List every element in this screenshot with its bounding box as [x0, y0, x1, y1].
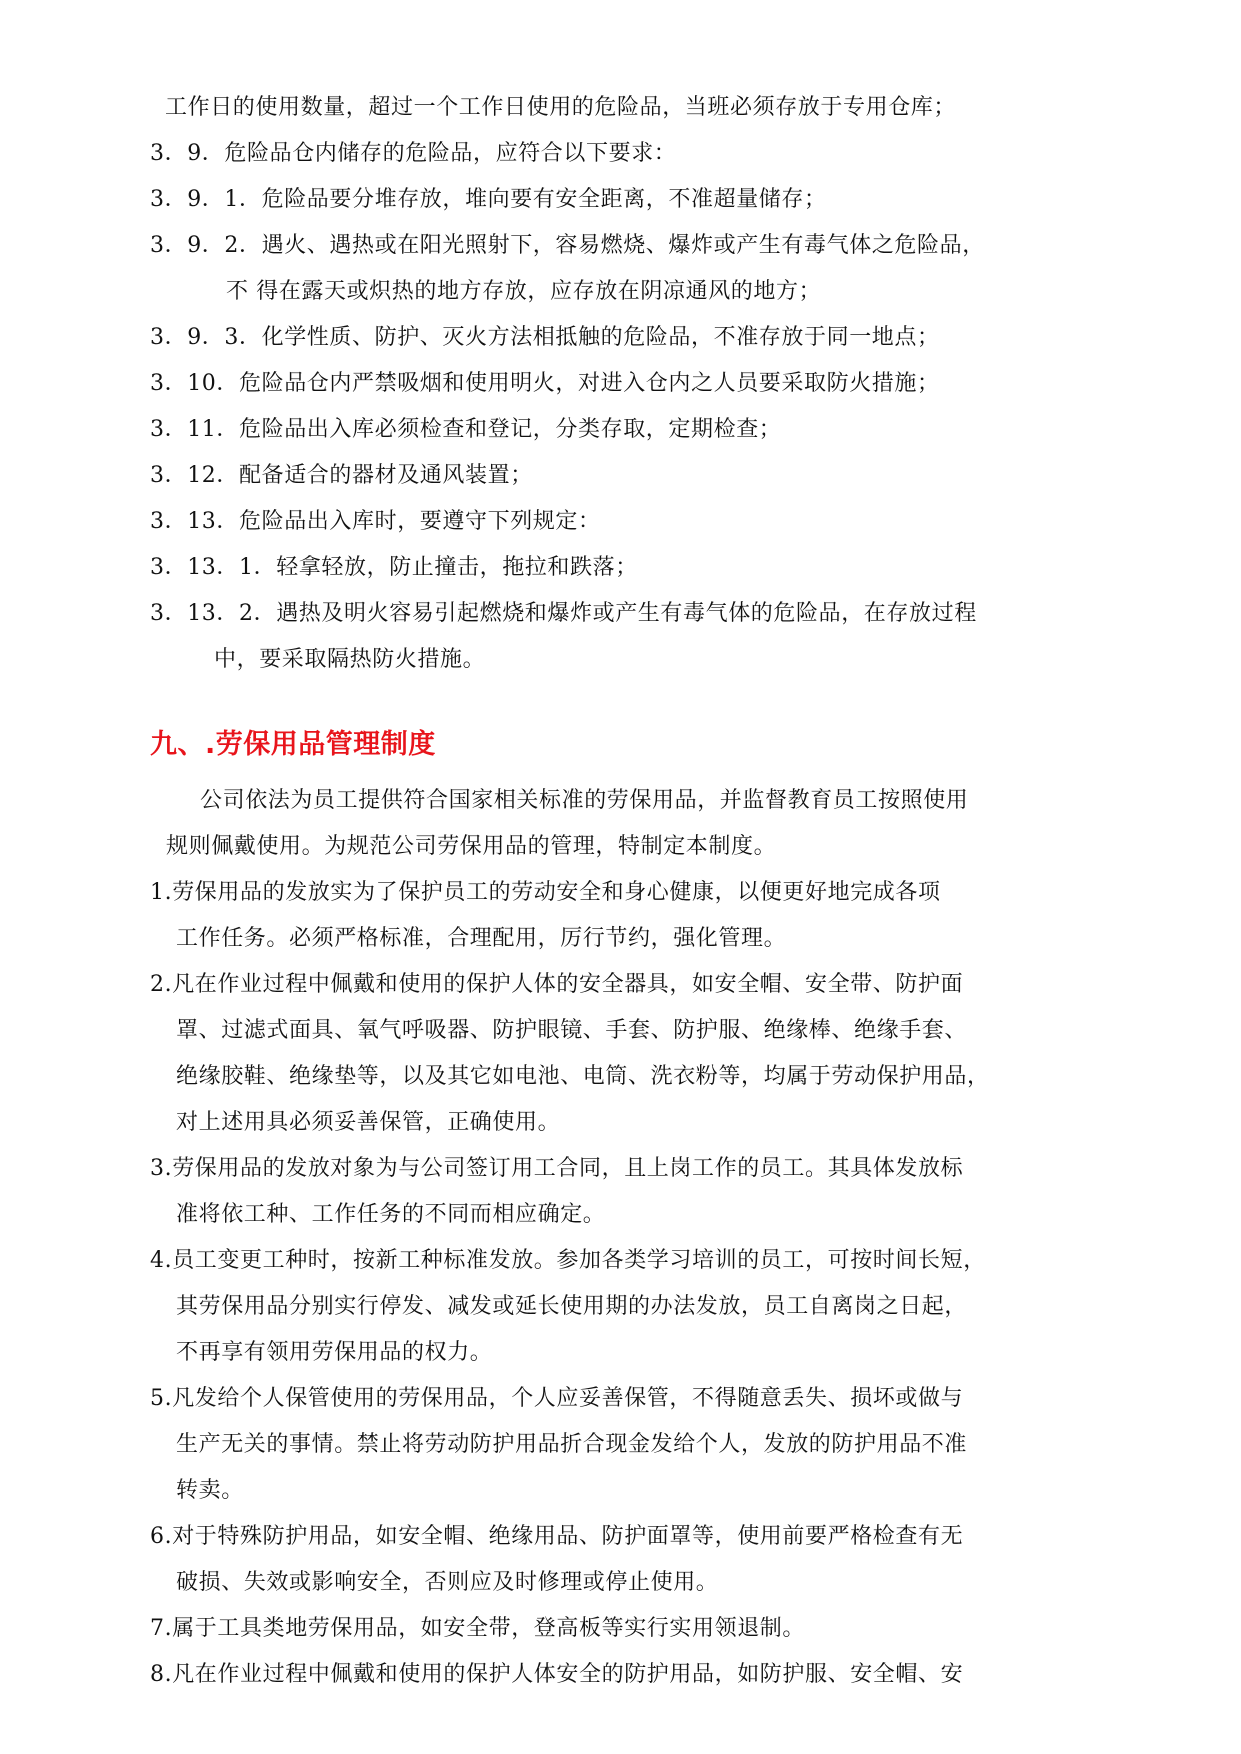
text-line: 5.凡发给个人保管使用的劳保用品，个人应妥善保管，不得随意丢失、损坏或做与: [150, 1386, 964, 1411]
text-line: 2.凡在作业过程中佩戴和使用的保护人体的安全器具，如安全帽、安全带、防护面: [150, 972, 964, 997]
section-heading: 九、.劳保用品管理制度: [150, 729, 436, 760]
text-line: 破损、失效或影响安全，否则应及时修理或停止使用。: [176, 1570, 719, 1595]
text-line: 8.凡在作业过程中佩戴和使用的保护人体安全的防护用品，如防护服、安全帽、安: [150, 1662, 964, 1687]
text-line: 7.属于工具类地劳保用品，如安全带，登高板等实行实用领退制。: [150, 1616, 805, 1641]
text-line: 对上述用具必须妥善保管，正确使用。: [176, 1110, 561, 1135]
text-line: 生产无关的事情。禁止将劳动防护用品折合现金发给个人，发放的防护用品不准: [176, 1432, 968, 1457]
text-line: 3．12．配备适合的器材及通风装置；: [150, 463, 533, 488]
text-line: 4.员工变更工种时，按新工种标准发放。参加各类学习培训的员工，可按时间长短，: [150, 1248, 986, 1273]
text-line: 3．13．1．轻拿轻放，防止撞击，拖拉和跌落；: [150, 555, 638, 580]
text-line: 6.对于特殊防护用品，如安全帽、绝缘用品、防护面罩等，使用前要严格检查有无: [150, 1524, 964, 1549]
text-line: 中，要采取隔热防火措施。: [214, 647, 486, 672]
text-line: 工作日的使用数量，超过一个工作日使用的危险品，当班必须存放于专用仓库；: [165, 95, 957, 120]
text-line: 工作任务。必须严格标准，合理配用，厉行节约，强化管理。: [176, 926, 787, 951]
text-line: 3.劳保用品的发放对象为与公司签订用工合同，且上岗工作的员工。其具体发放标: [150, 1156, 964, 1181]
text-line: 3．9．危险品仓内储存的危险品，应符合以下要求：: [150, 141, 677, 166]
text-line: 3．13．2．遇热及明火容易引起燃烧和爆炸或产生有毒气体的危险品，在存放过程: [150, 601, 977, 626]
text-line: 准将依工种、工作任务的不同而相应确定。: [176, 1202, 606, 1227]
text-line: 3．11．危险品出入库必须检查和登记，分类存取，定期检查；: [150, 417, 782, 442]
text-line: 规则佩戴使用。为规范公司劳保用品的管理，特制定本制度。: [166, 834, 777, 859]
text-line: 绝缘胶鞋、绝缘垫等，以及其它如电池、电筒、洗衣粉等，均属于劳动保护用品，: [176, 1064, 990, 1089]
text-line: 不 得在露天或炽热的地方存放，应存放在阴凉通风的地方；: [226, 279, 822, 304]
text-line: 3．13．危险品出入库时，要遵守下列规定：: [150, 509, 601, 534]
text-line: 3．9．3．化学性质、防护、灭火方法相抵触的危险品，不准存放于同一地点；: [150, 325, 940, 350]
text-line: 不再享有领用劳保用品的权力。: [176, 1340, 493, 1365]
text-line: 3．10．危险品仓内严禁吸烟和使用明火，对进入仓内之人员要采取防火措施；: [150, 371, 940, 396]
text-line: 1.劳保用品的发放实为了保护员工的劳动安全和身心健康，以便更好地完成各项: [150, 880, 941, 905]
text-line: 其劳保用品分别实行停发、减发或延长使用期的办法发放，员工自离岗之日起，: [176, 1294, 968, 1319]
text-line: 3．9．1．危险品要分堆存放，堆向要有安全距离，不准超量储存；: [150, 187, 827, 212]
text-line: 3．9．2．遇火、遇热或在阳光照射下，容易燃烧、爆炸或产生有毒气体之危险品，: [150, 233, 985, 258]
text-line: 公司依法为员工提供符合国家相关标准的劳保用品，并监督教育员工按照使用: [200, 788, 969, 813]
text-line: 转卖。: [176, 1478, 244, 1503]
text-line: 罩、过滤式面具、氧气呼吸器、防护眼镜、手套、防护服、绝缘棒、绝缘手套、: [176, 1018, 968, 1043]
